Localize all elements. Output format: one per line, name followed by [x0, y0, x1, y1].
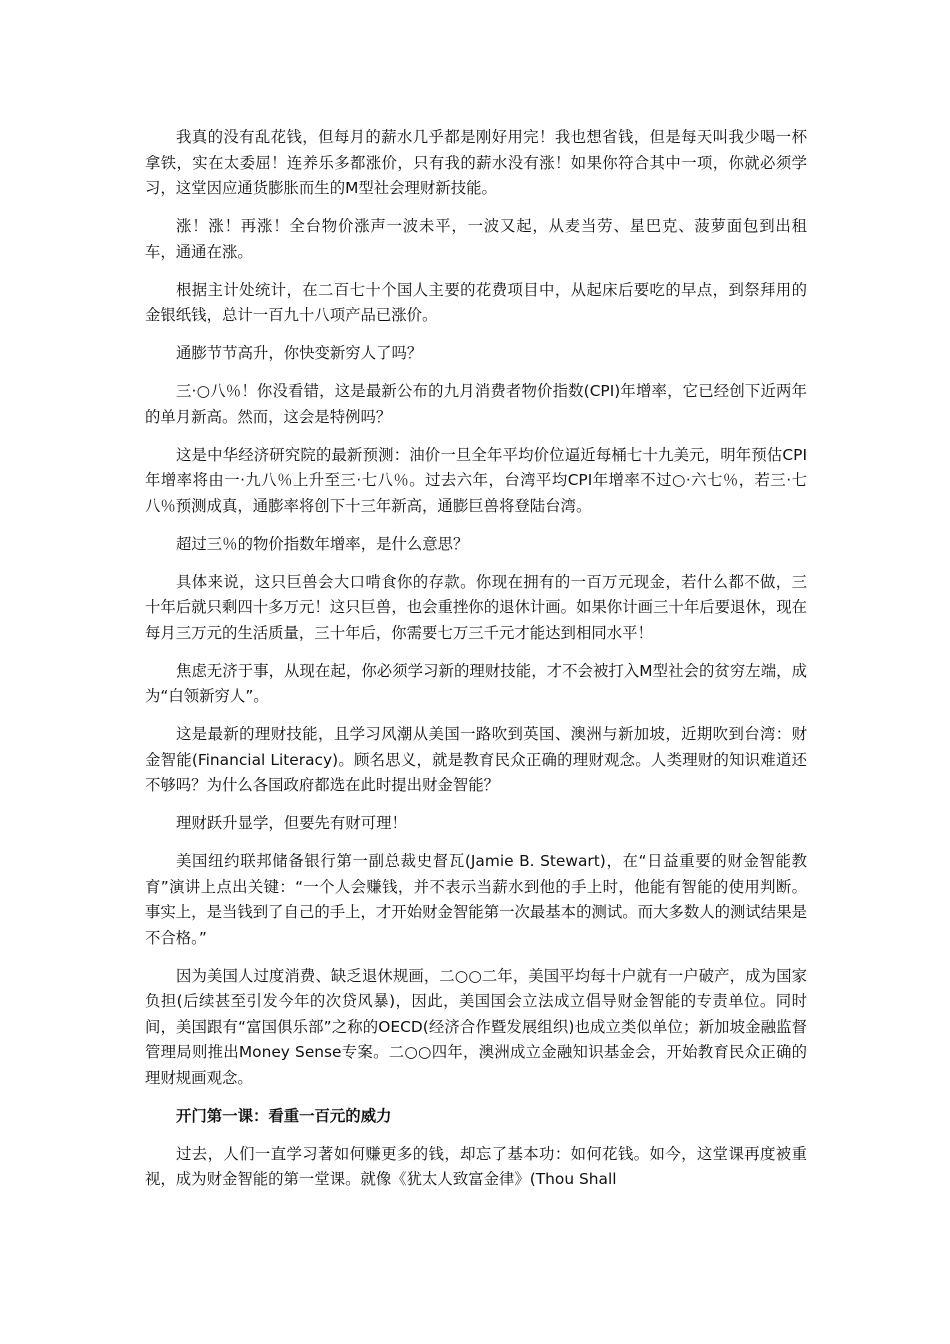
section-heading: 开门第一课：看重一百元的威力 [176, 1106, 392, 1125]
document-page [145, 125, 807, 1205]
paragraph-8: 具体来说，这只巨兽会大口啃食你的存款。你现在拥有的一百万元现金，若什么都不做，三十年后就只剩四十多万元！这只巨兽，也会重挫你的退休计画。如果你计画三十年后要退休，现在每月三万元的生活质量，三十年后，你需要七万三千元才能达到相同水平！ [145, 572, 807, 642]
paragraph-11: 理财跃升显学，但要先有财可理！ [176, 814, 407, 832]
paragraph-2: 涨！涨！再涨！全台物价涨声一波未平，一波又起，从麦当劳、星巴克、菠萝面包到出租车，通通在涨。 [145, 217, 807, 261]
paragraph-13: 因为美国人过度消费、缺乏退休规画，二○○二年，美国平均每十户就有一户破产，成为国家负担(后续甚至引发今年的次贷风暴)，因此，美国国会立法成立倡导财金智能的专责单位。同时间，美国跟有“富国俱乐部”之称的OECD(经济合作暨发展组织)也成立类似单位；新加坡金融监督管理局则推出Money Sense专案。二○○四年，澳洲成立金融知识基金会，开始教育民众正确的理财规画观念。 [145, 966, 807, 1087]
paragraph-5: 三·○八％！你没看错，这是最新公布的九月消费者物价指数(CPI)年增率，它已经创下近两年的单月新高。然而，这会是特例吗？ [145, 382, 807, 426]
paragraph-10: 这是最新的理财技能，且学习风潮从美国一路吹到英国、澳洲与新加坡，近期吹到台湾：财金智能(Financial Literacy)。顾名思义，就是教育民众正确的理财观念。人类理财的知识难道还不够吗？为什么各国政府都选在此时提出财金智能？ [145, 725, 807, 794]
paragraph-4: 通膨节节高升，你快变新穷人了吗？ [176, 344, 423, 362]
paragraph-3: 根据主计处统计，在二百七十个国人主要的花费项目中，从起床后要吃的早点，到祭拜用的金银纸钱，总计一百九十八项产品已涨价。 [145, 280, 807, 324]
paragraph-7: 超过三％的物价指数年增率，是什么意思？ [176, 534, 469, 553]
paragraph-1: 我真的没有乱花钱，但每月的薪水几乎都是刚好用完！我也想省钱，但是每天叫我少喝一杯拿铁，实在太委屈！连养乐多都涨价，只有我的薪水没有涨！如果你符合其中一项，你就必须学习，这堂因应通货膨胀而生的M型社会理财新技能。 [145, 128, 807, 197]
paragraph-9: 焦虑无济于事，从现在起，你必须学习新的理财技能，才不会被打入M型社会的贫穷左端，成为“白领新穷人”。 [145, 661, 807, 705]
paragraph-12: 美国纽约联邦储备银行第一副总裁史督瓦(Jamie B. Stewart)，在“日益重要的财金智能教育”演讲上点出关键：“一个人会赚钱，并不表示当薪水到他的手上时，他能有智能的使用判断。事实上，是当钱到了自己的手上，才开始财金智能第一次最基本的测试。而大多数人的测试结果是不合格。” [145, 852, 807, 947]
paragraph-6: 这是中华经济研究院的最新预测：油价一旦全年平均价位逼近每桶七十九美元，明年预估CPI年增率将由一·九八％上升至三·七八％。过去六年，台湾平均CPI年增率不过○·六七％，若三·七八％预测成真，通膨率将创下十三年新高，通膨巨兽将登陆台湾。 [145, 445, 807, 515]
paragraph-15: 过去，人们一直学习著如何赚更多的钱，却忘了基本功：如何花钱。如今，这堂课再度被重视，成为财金智能的第一堂课。就像《犹太人致富金律》(Thou Shall [145, 1144, 807, 1188]
